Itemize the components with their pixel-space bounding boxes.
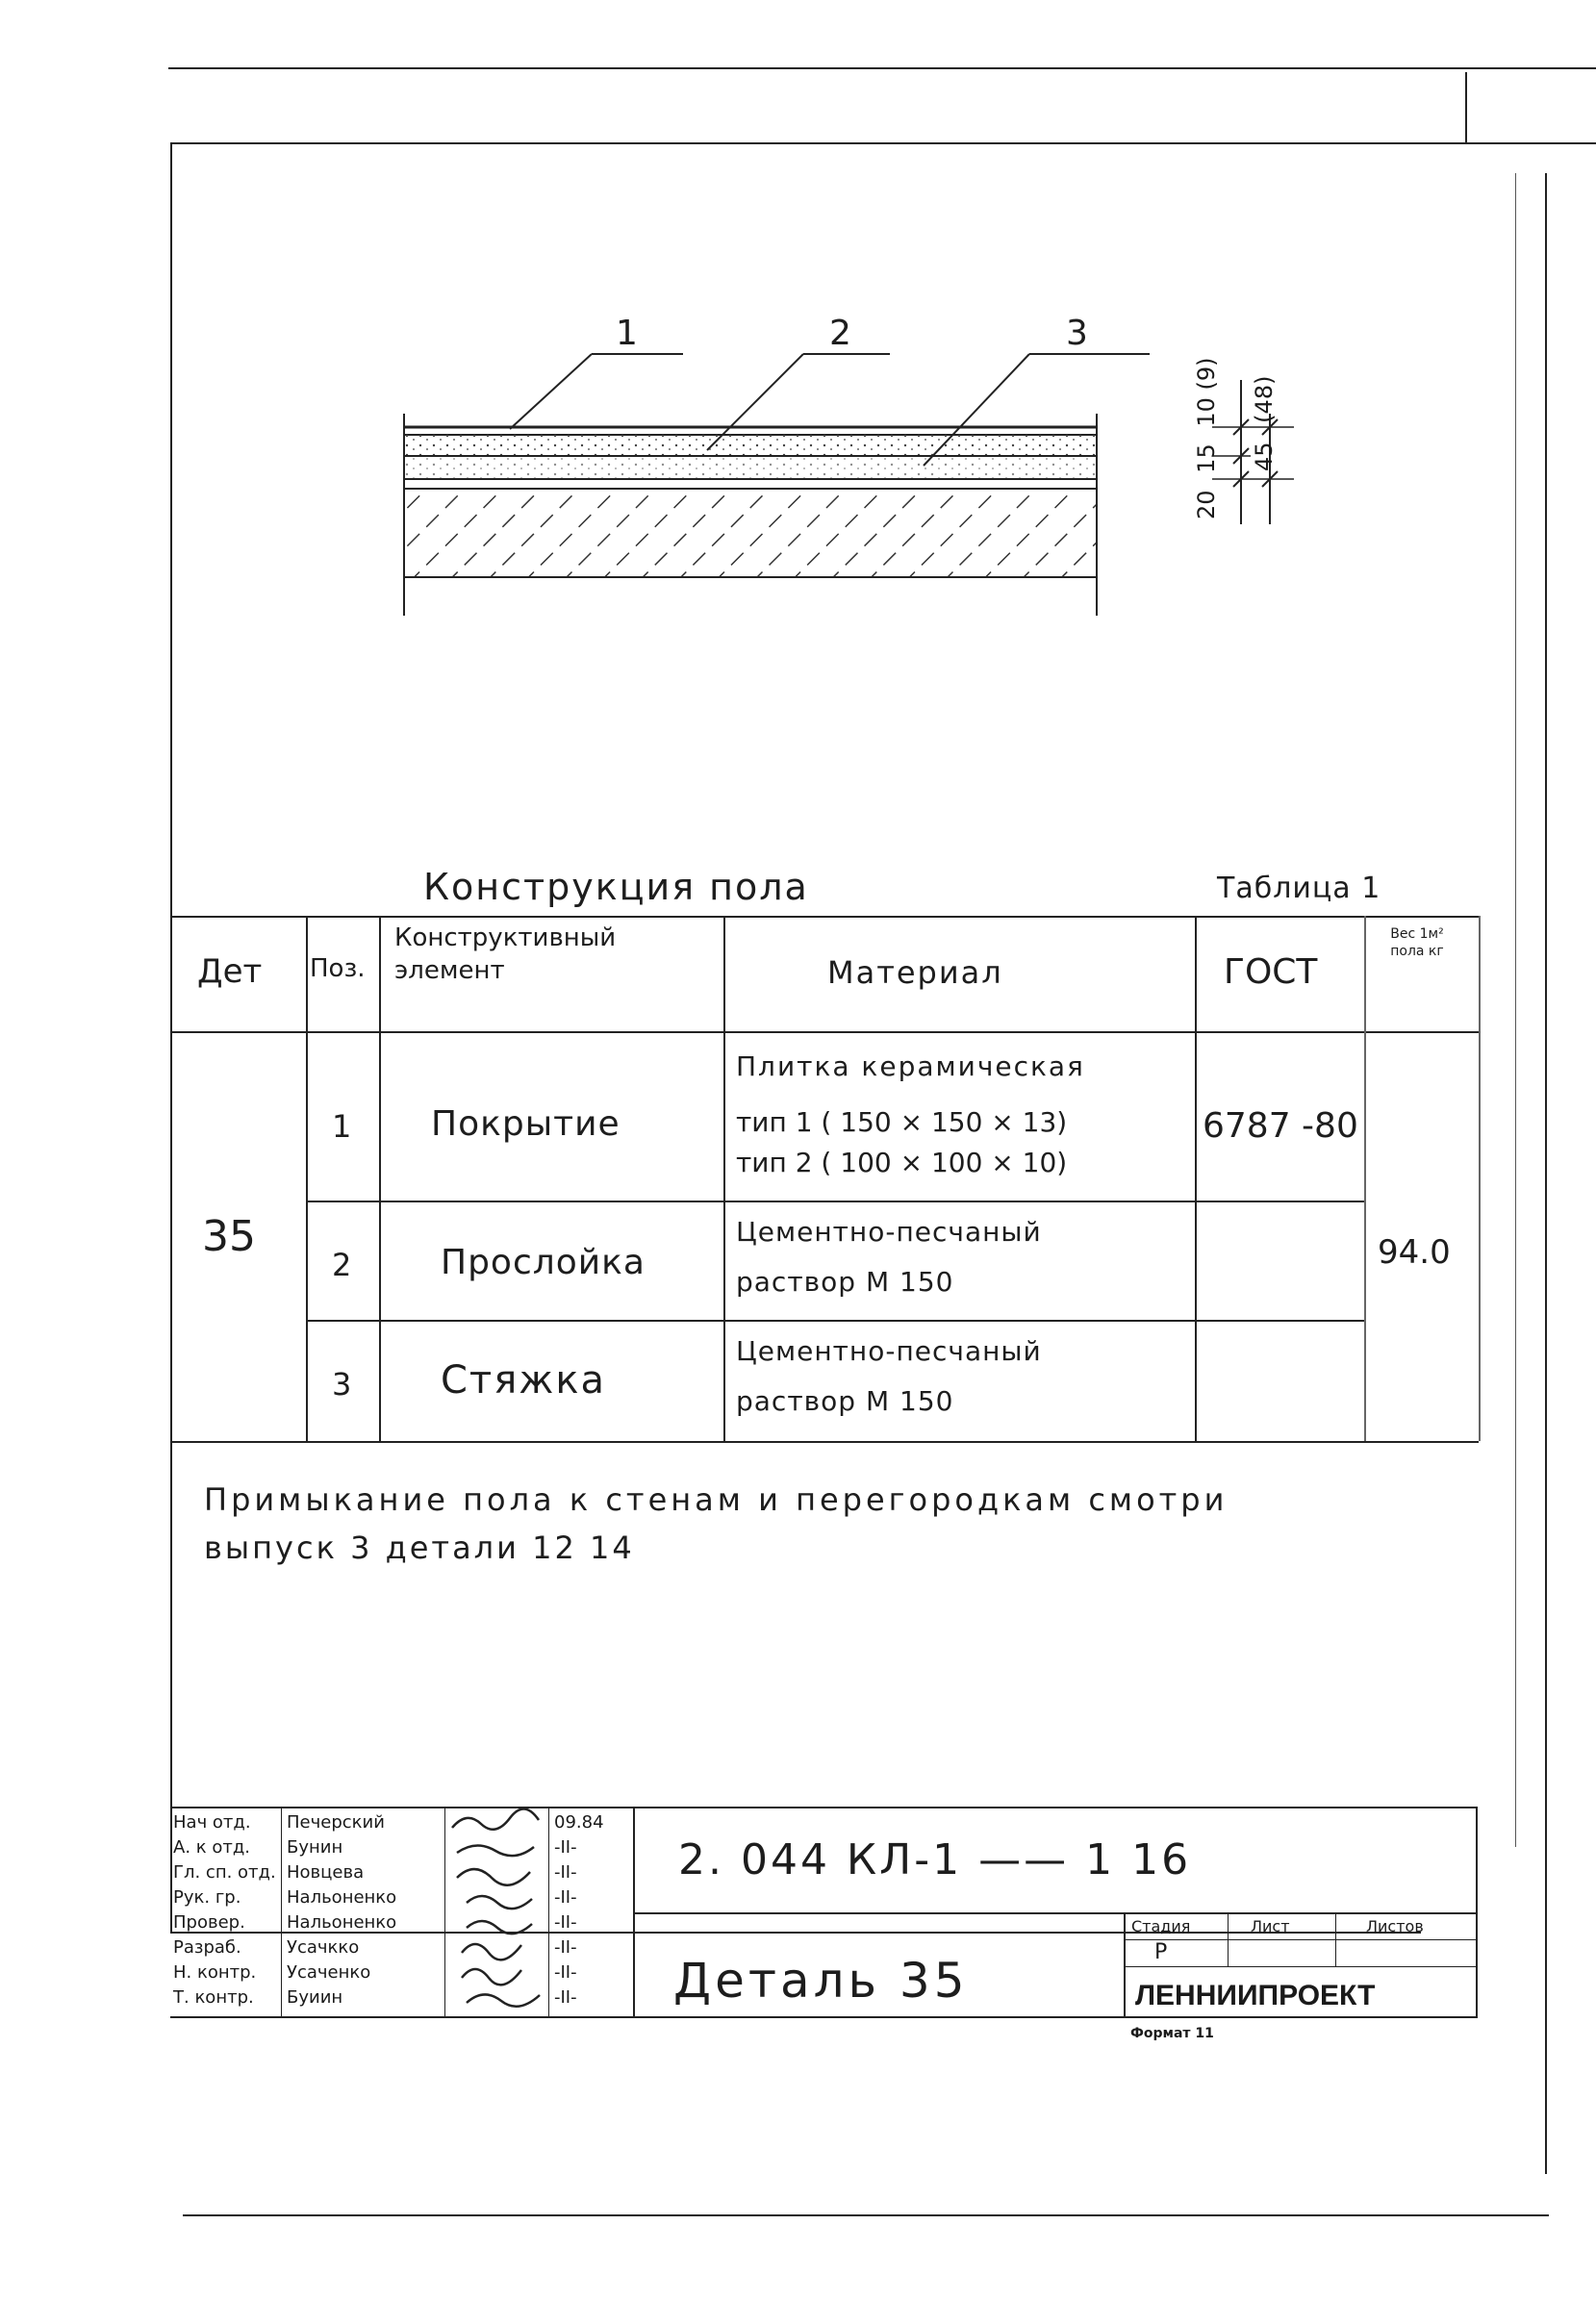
row1-material-line1: Плитка керамическая [736, 1050, 1085, 1082]
tb-name: Усачкко [287, 1937, 360, 1958]
header-gost: ГОСТ [1224, 952, 1318, 992]
note-line-1: Примыкание пола к стенам и перегородкам смотри [204, 1481, 1229, 1518]
tb-date: -II- [554, 1937, 577, 1958]
tb-date: -II- [554, 1912, 577, 1933]
tb-role: Провер. [173, 1912, 245, 1933]
tb-name: Печерский [287, 1812, 385, 1833]
tb-date: 09.84 [554, 1812, 604, 1833]
dim-15: 15 [1193, 443, 1220, 473]
row2-material-line2: раствор М 150 [736, 1266, 954, 1298]
tb-name: Нальоненко [287, 1887, 397, 1908]
tb-date: -II- [554, 1887, 577, 1908]
dim-20: 20 [1193, 490, 1220, 519]
tb-name: Усаченко [287, 1962, 371, 1983]
header-element: Конструктивный элемент [394, 923, 617, 985]
row3-pos: 3 [332, 1366, 352, 1403]
leader-label-3: 3 [1066, 314, 1088, 353]
document-code: 2. 044 КЛ-1 —— 1 16 [678, 1835, 1192, 1884]
row1-material-line2: тип 1 ( 150 × 150 × 13) [736, 1106, 1068, 1138]
row1-gost: 6787 -80 [1203, 1106, 1358, 1146]
row2-pos: 2 [332, 1247, 352, 1283]
row3-material-line1: Цементно-песчаный [736, 1335, 1042, 1367]
row1-material-line3: тип 2 ( 100 × 100 × 10) [736, 1147, 1068, 1178]
table-label: Таблица 1 [1217, 872, 1381, 905]
leader-label-1: 1 [616, 314, 638, 353]
tb-date: -II- [554, 1962, 577, 1983]
row3-material-line2: раствор М 150 [736, 1385, 954, 1417]
header-material: Материал [827, 954, 1003, 991]
tb-role: Нач отд. [173, 1812, 251, 1833]
note-line-2: выпуск 3 детали 12 14 [204, 1530, 635, 1566]
row2-element: Прослойка [441, 1243, 646, 1282]
table-title: Конструкция пола [423, 866, 809, 908]
dim-45: 45 [1251, 442, 1278, 471]
tb-role: Гл. сп. отд. [173, 1862, 276, 1883]
header-pos: Поз. [310, 954, 366, 983]
tb-date: -II- [554, 1862, 577, 1883]
tb-name: Новцева [287, 1862, 365, 1883]
tb-name: Бунин [287, 1837, 343, 1858]
row2-material-line1: Цементно-песчаный [736, 1216, 1042, 1248]
tb-role: А. к отд. [173, 1837, 251, 1858]
dim-48: (48) [1251, 375, 1278, 423]
header-det: Дет [197, 952, 263, 991]
sheets-label: Листов [1366, 1917, 1424, 1935]
row1-pos: 1 [332, 1108, 352, 1145]
row1-element: Покрытие [431, 1104, 621, 1144]
tb-date: -II- [554, 1837, 577, 1858]
header-weight: Вес 1м² пола кг [1390, 926, 1444, 959]
stage-label: Стадия [1131, 1917, 1191, 1935]
tb-role: Н. контр. [173, 1962, 257, 1983]
tb-role: Разраб. [173, 1937, 241, 1958]
tb-role: Рук. гр. [173, 1887, 241, 1908]
detail-number: 35 [202, 1212, 256, 1261]
tb-role: Т. контр. [173, 1987, 254, 2008]
weight-value: 94.0 [1378, 1233, 1451, 1272]
format-label: Формат 11 [1130, 2026, 1214, 2041]
row3-element: Стяжка [441, 1358, 606, 1403]
leader-label-2: 2 [829, 314, 851, 353]
dim-10: 10 (9) [1193, 357, 1220, 427]
sheet-label: Лист [1251, 1917, 1290, 1935]
tb-name: Нальоненко [287, 1912, 397, 1933]
stage-value: Р [1154, 1940, 1168, 1964]
organization: ЛЕННИИПРОЕКТ [1135, 1980, 1376, 2011]
drawing-title: Деталь 35 [673, 1953, 969, 2009]
tb-date: -II- [554, 1987, 577, 2008]
tb-name: Буиин [287, 1987, 343, 2008]
